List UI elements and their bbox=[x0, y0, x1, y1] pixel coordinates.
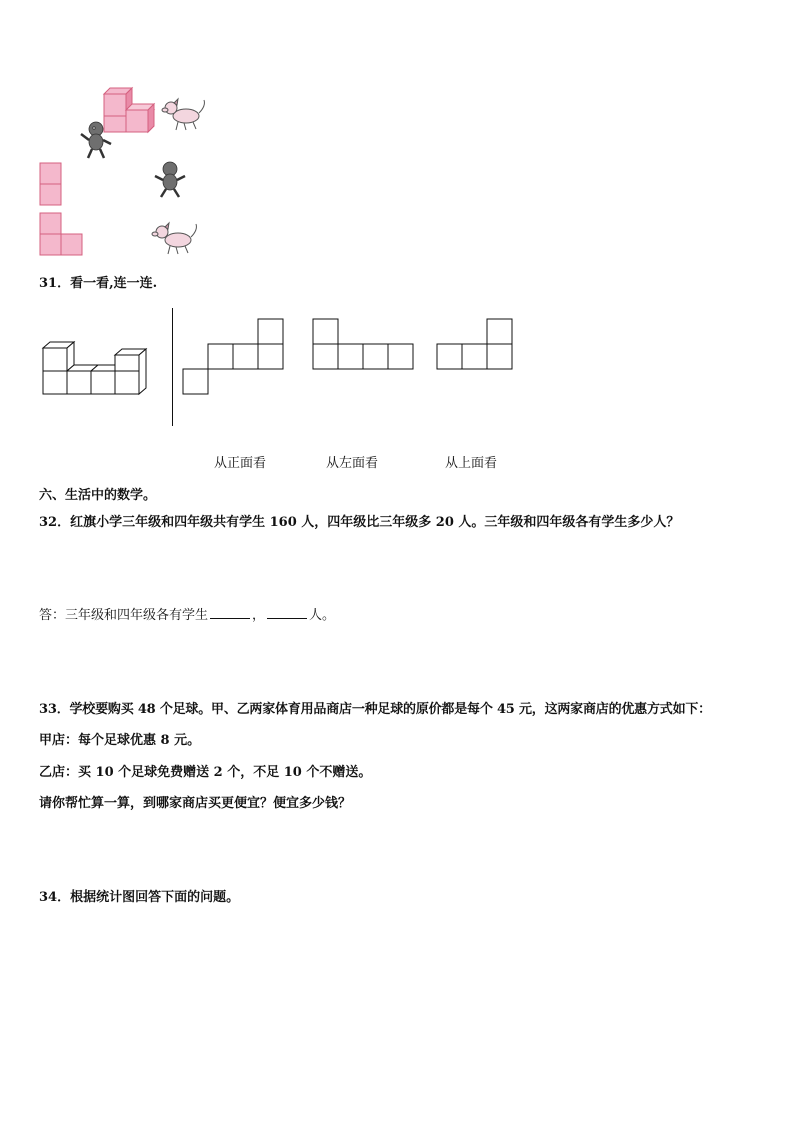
view-l-shaped-squares bbox=[39, 212, 83, 256]
view-figure-b bbox=[312, 318, 416, 372]
section-6-title: 六、生活中的数学。 bbox=[39, 488, 157, 503]
question-32-prompt: 32．红旗小学三年级和四年级共有学生 160 人，四年级比三年级多 20 人。三年级和四年级各有学生多少人？ bbox=[39, 515, 680, 530]
question-34-prompt: 34．根据统计图回答下面的问题。 bbox=[39, 890, 240, 905]
answer-blank-grade4[interactable] bbox=[267, 606, 307, 619]
monkey-icon bbox=[78, 120, 114, 160]
answer-blank-grade3[interactable] bbox=[210, 606, 250, 619]
question-33-prompt: 33．学校要购买 48 个足球。甲、乙两家体育用品商店一种足球的原价都是每个 45 元，这两家商店的优惠方式如下： bbox=[39, 702, 711, 717]
view-label-front: 从正面看 bbox=[214, 456, 267, 471]
answer-suffix: 人。 bbox=[309, 608, 336, 623]
question-31-prompt: 31．看一看,连一连. bbox=[39, 276, 158, 291]
question-33-shop-a: 甲店：每个足球优惠 8 元。 bbox=[39, 733, 201, 748]
view-label-left: 从左面看 bbox=[326, 456, 379, 471]
view-label-top: 从上面看 bbox=[445, 456, 498, 471]
answer-prefix: 答：三年级和四年级各有学生 bbox=[39, 608, 209, 623]
answer-separator: ， bbox=[252, 608, 266, 623]
dog-icon bbox=[150, 220, 200, 256]
question-32-answer bbox=[39, 604, 335, 623]
cube-row-3d-figure bbox=[42, 340, 154, 396]
vertical-divider bbox=[172, 308, 173, 426]
question-33-shop-b: 乙店：买 10 个足球免费赠送 2 个，不足 10 个不赠送。 bbox=[39, 765, 372, 780]
monkey-icon bbox=[152, 160, 188, 200]
question-33-question: 请你帮忙算一算，到哪家商店买更便宜？便宜多少钱？ bbox=[39, 796, 352, 811]
view-figure-c bbox=[436, 318, 516, 372]
view-two-stacked-squares bbox=[39, 162, 63, 206]
view-figure-a bbox=[182, 318, 286, 396]
dog-icon bbox=[160, 96, 208, 132]
